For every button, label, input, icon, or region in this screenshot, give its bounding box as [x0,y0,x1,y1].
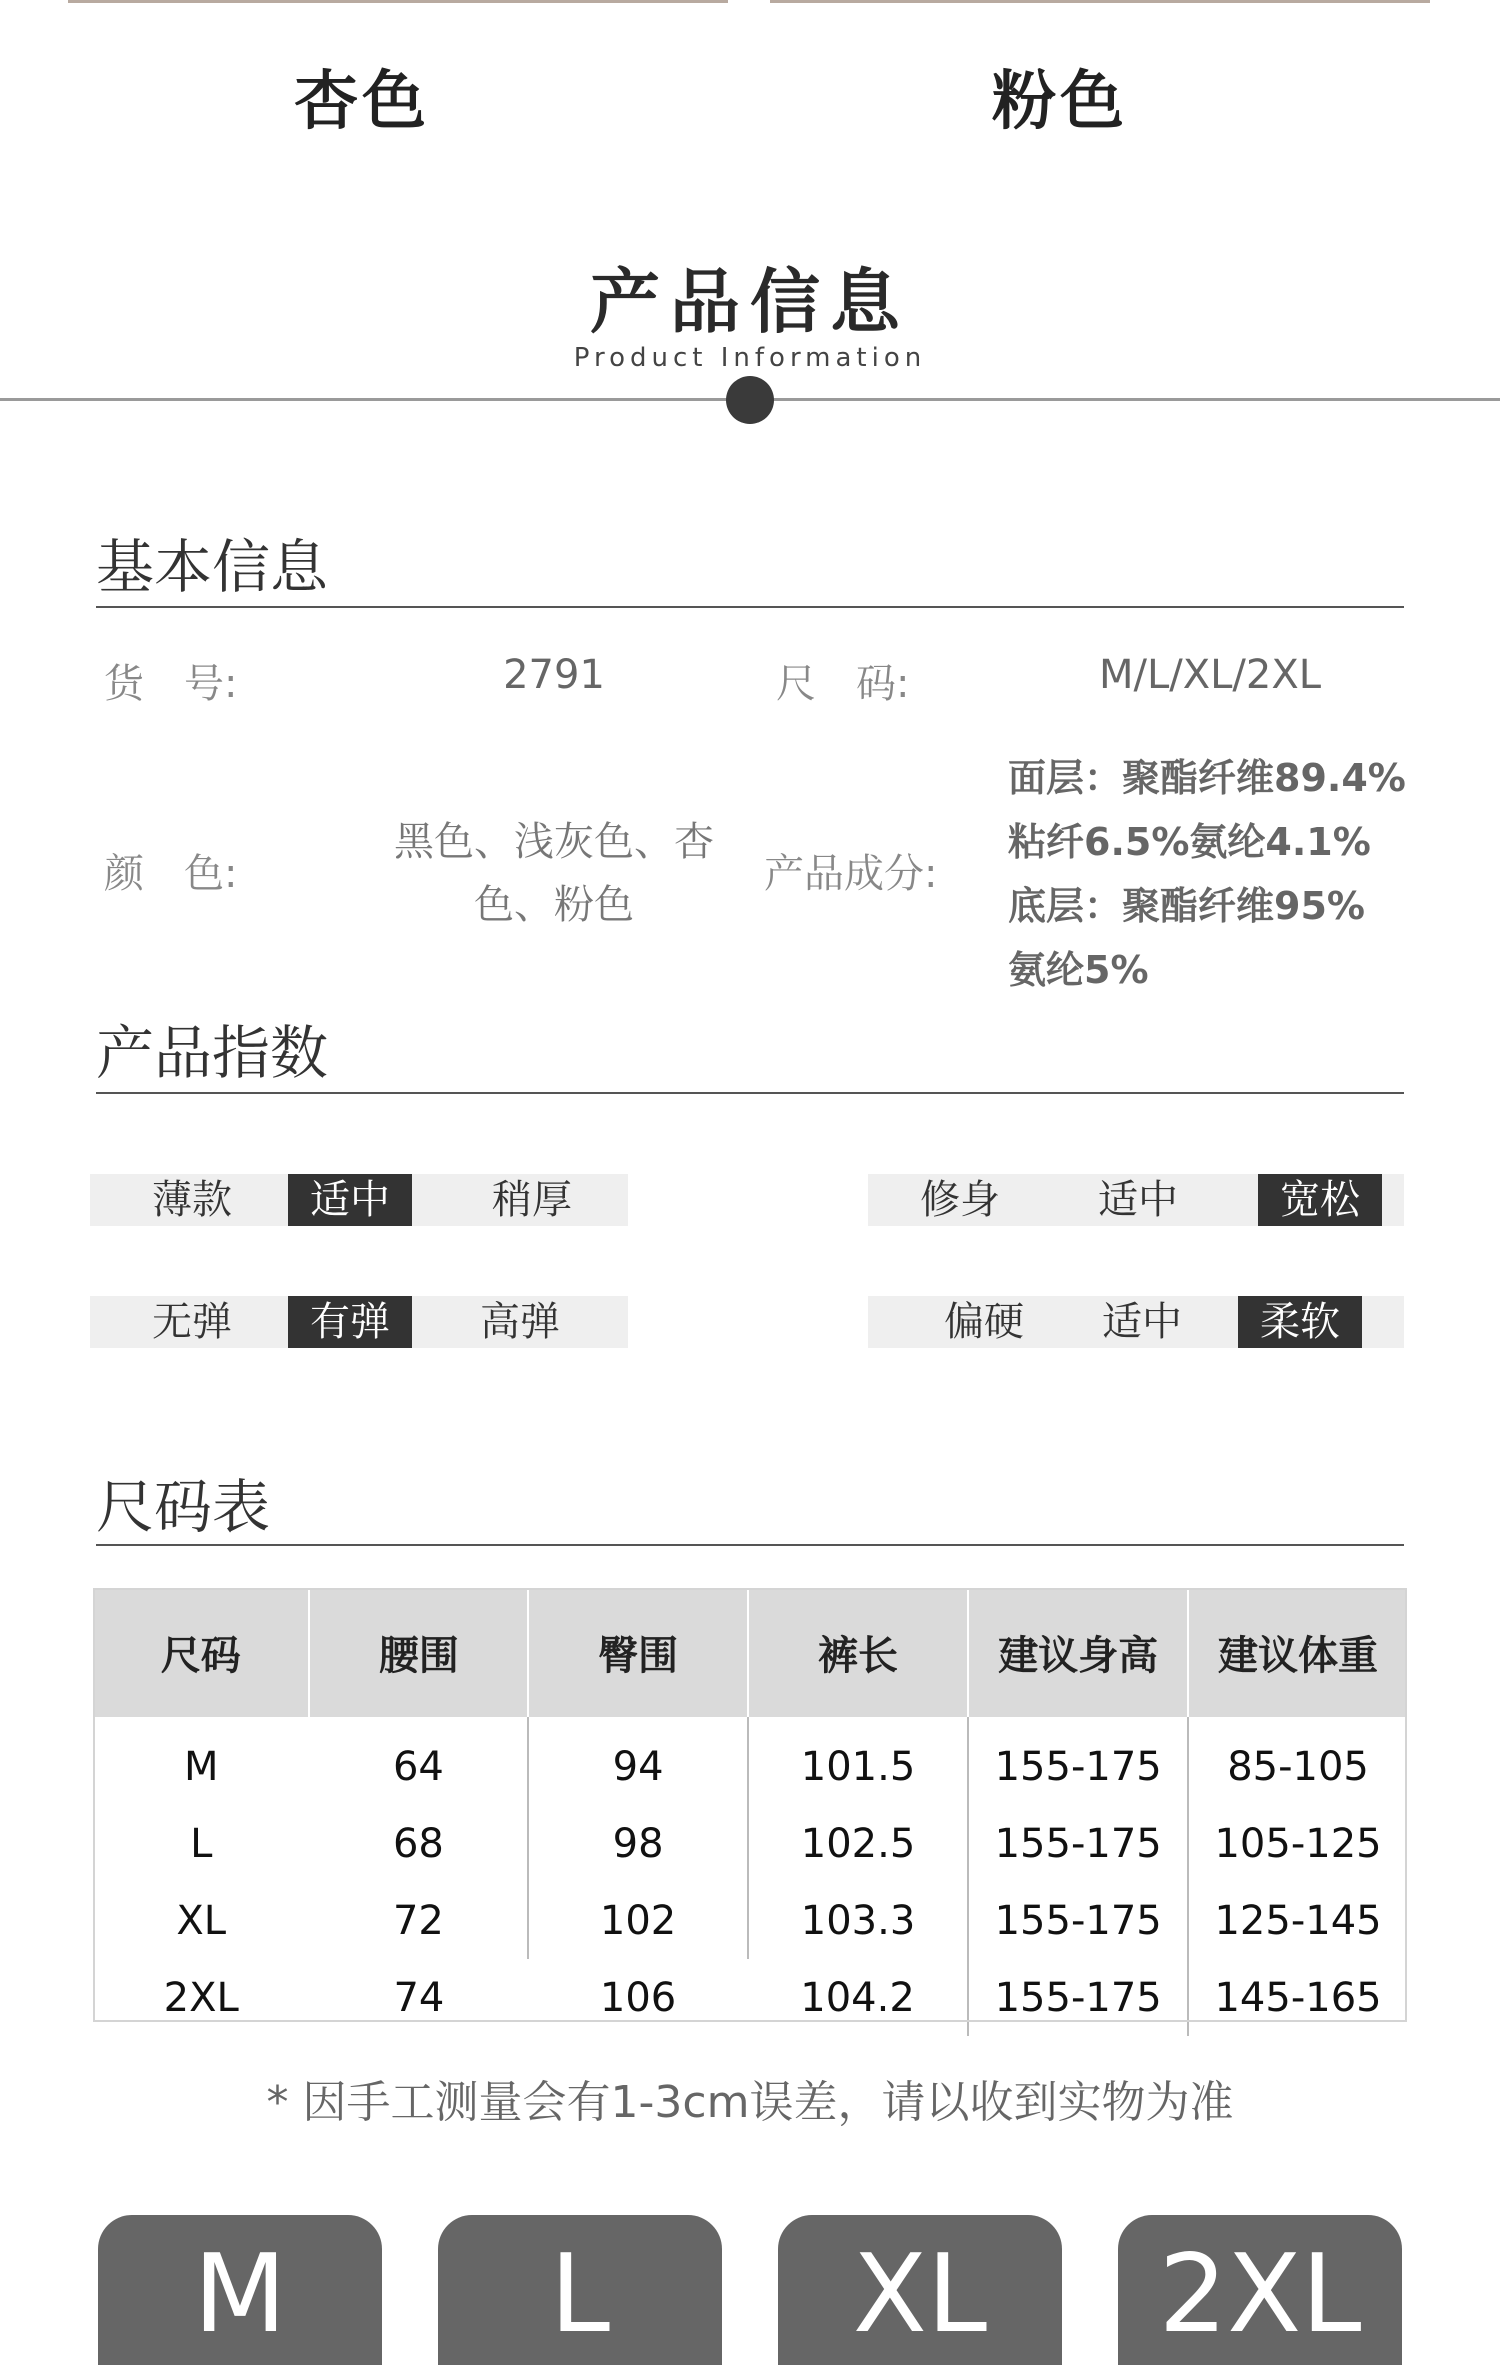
color-label-pink: 粉色 [992,65,1128,139]
elasticity-option: 高弹 [480,1299,560,1345]
fit-scale [868,1174,1404,1226]
softness-option: 偏硬 [944,1299,1024,1345]
table-cell: 2XL [163,1974,239,2021]
composition-line: 粘纤6.5%氨纶4.1% [1008,820,1371,864]
table-cell: 101.5 [748,1717,968,1805]
table-cell: 125-145 [1214,1897,1382,1944]
size-label: 尺 码: [776,661,910,707]
table-cell: 155-175 [968,1717,1188,1805]
table-cell: 155-175 [968,1959,1188,2036]
elasticity-option-selected: 有弹 [288,1296,412,1348]
color-label: 颜 色: [104,851,238,897]
table-cell: 103.3 [748,1882,968,1959]
table-header-row [93,1588,1407,1717]
composition-line: 氨纶5% [1008,948,1149,992]
table-cell: 85-105 [1227,1743,1369,1790]
table-row [93,1805,1407,1882]
table-cell: 105-125 [1214,1820,1382,1867]
thickness-option: 薄款 [152,1177,232,1223]
composition-value [1008,746,1406,1002]
fit-option: 修身 [920,1177,1000,1223]
thickness-scale [90,1174,628,1226]
composition-label: 产品成分: [764,851,938,897]
item-no-label: 货 号: [104,661,238,707]
softness-option: 适中 [1102,1299,1182,1345]
item-no-value: 2791 [503,652,605,698]
section-title: 产品信息 [590,261,910,343]
composition-line: 面层：聚酯纤维89.4% [1008,756,1406,800]
table-cell: 155-175 [968,1805,1188,1882]
header-waist: 腰围 [309,1588,528,1717]
table-cell: 72 [309,1882,528,1959]
table-row [93,1882,1407,1959]
table-cell: 64 [309,1717,528,1805]
elasticity-scale [90,1296,628,1348]
thickness-option: 稍厚 [492,1177,572,1223]
size-tab-m[interactable]: M [98,2215,382,2365]
size-table [93,1588,1407,2036]
table-cell: 155-175 [968,1882,1188,1959]
fit-option: 适中 [1098,1177,1178,1223]
table-cell: XL [176,1897,227,1944]
color-value-line2: 色、粉色 [474,882,634,928]
table-cell: 104.2 [748,1959,968,2036]
softness-scale [868,1296,1404,1348]
table-row [93,1959,1407,2036]
softness-option-selected: 柔软 [1238,1296,1362,1348]
table-cell: 74 [393,1974,445,2021]
table-cell: 94 [528,1717,748,1805]
color-label-apricot: 杏色 [294,65,430,139]
header-weight: 建议体重 [1188,1588,1407,1717]
table-cell: 145-165 [1214,1974,1382,2021]
photo-pink-edge [770,0,1430,3]
size-tab-2xl[interactable]: 2XL [1118,2215,1402,2365]
fit-option-selected: 宽松 [1258,1174,1382,1226]
basic-info-rule [96,606,1404,608]
table-cell: 98 [528,1805,748,1882]
thickness-option-selected: 适中 [288,1174,412,1226]
color-value-line1: 黑色、浅灰色、杏 [394,819,714,865]
section-subtitle: Product Information [573,343,927,373]
header-hip: 臀围 [528,1588,748,1717]
table-cell: 106 [599,1974,677,2021]
title-divider-dot [726,376,774,424]
header-size: 尺码 [93,1588,309,1717]
table-cell: M [183,1743,219,1790]
size-value: M/L/XL/2XL [1098,652,1322,698]
table-cell: L [190,1820,213,1867]
measurement-note: * 因手工测量会有1-3cm误差，请以收到实物为准 [266,2077,1234,2128]
size-chart-heading: 尺码表 [96,1473,271,1541]
product-index-rule [96,1092,1404,1094]
composition-line: 底层：聚酯纤维95% [1008,884,1365,928]
basic-info-heading: 基本信息 [96,533,329,601]
photo-apricot-edge [68,0,728,3]
product-index-heading: 产品指数 [96,1019,329,1087]
size-tab-xl[interactable]: XL [778,2215,1062,2365]
table-cell: 102.5 [748,1805,968,1882]
header-height: 建议身高 [968,1588,1188,1717]
size-tab-l[interactable]: L [438,2215,722,2365]
size-chart-rule [96,1544,1404,1546]
header-length: 裤长 [748,1588,968,1717]
table-row [93,1717,1407,1805]
table-cell: 102 [528,1882,748,1959]
elasticity-option: 无弹 [152,1299,232,1345]
table-cell: 68 [309,1805,528,1882]
